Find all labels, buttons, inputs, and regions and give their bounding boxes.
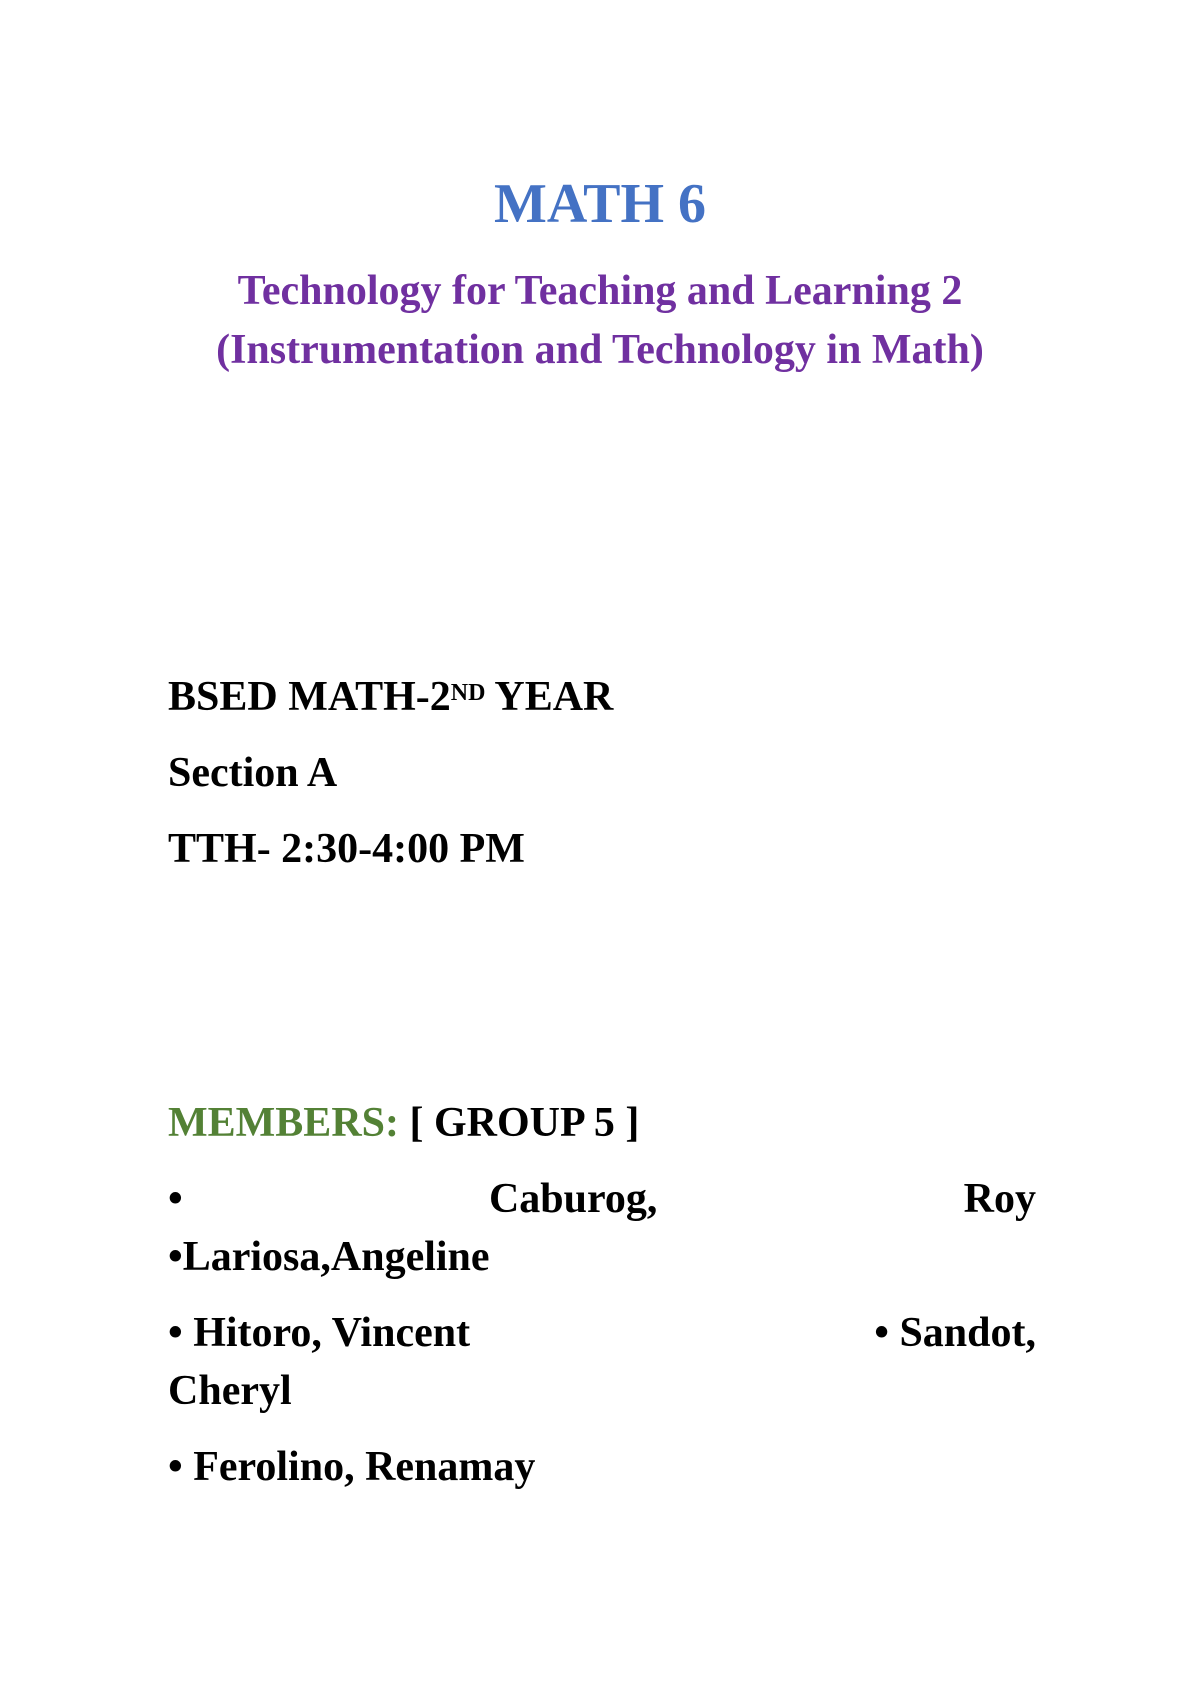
ordinal-superscript: ND xyxy=(450,680,486,706)
document-title: MATH 6 xyxy=(493,173,707,235)
member-given-name: Roy xyxy=(963,1176,1036,1222)
member-row xyxy=(168,1308,1036,1358)
member-row xyxy=(168,1174,1036,1224)
program-suffix: YEAR xyxy=(485,674,614,720)
program-prefix: BSED MATH-2 xyxy=(168,674,451,720)
course-subtitle: (Instrumentation and Technology in Math) xyxy=(216,327,984,373)
member-row: •Lariosa,Angeline xyxy=(168,1234,490,1280)
members-heading xyxy=(168,1098,639,1148)
members-label: MEMBERS: xyxy=(168,1100,399,1146)
member-name: • Hitoro, Vincent xyxy=(168,1310,471,1356)
section-label: Section A xyxy=(168,750,338,796)
member-row: Cheryl xyxy=(168,1368,292,1414)
member-surname: Caburog, xyxy=(488,1176,658,1222)
member-name: • Sandot, xyxy=(874,1310,1036,1356)
group-label: [ GROUP 5 ] xyxy=(409,1100,640,1146)
bullet: • xyxy=(168,1176,183,1222)
member-row: • Ferolino, Renamay xyxy=(168,1444,536,1490)
program-year xyxy=(168,672,613,722)
course-title: Technology for Teaching and Learning 2 xyxy=(237,268,963,314)
class-schedule: TTH- 2:30-4:00 PM xyxy=(168,826,525,872)
